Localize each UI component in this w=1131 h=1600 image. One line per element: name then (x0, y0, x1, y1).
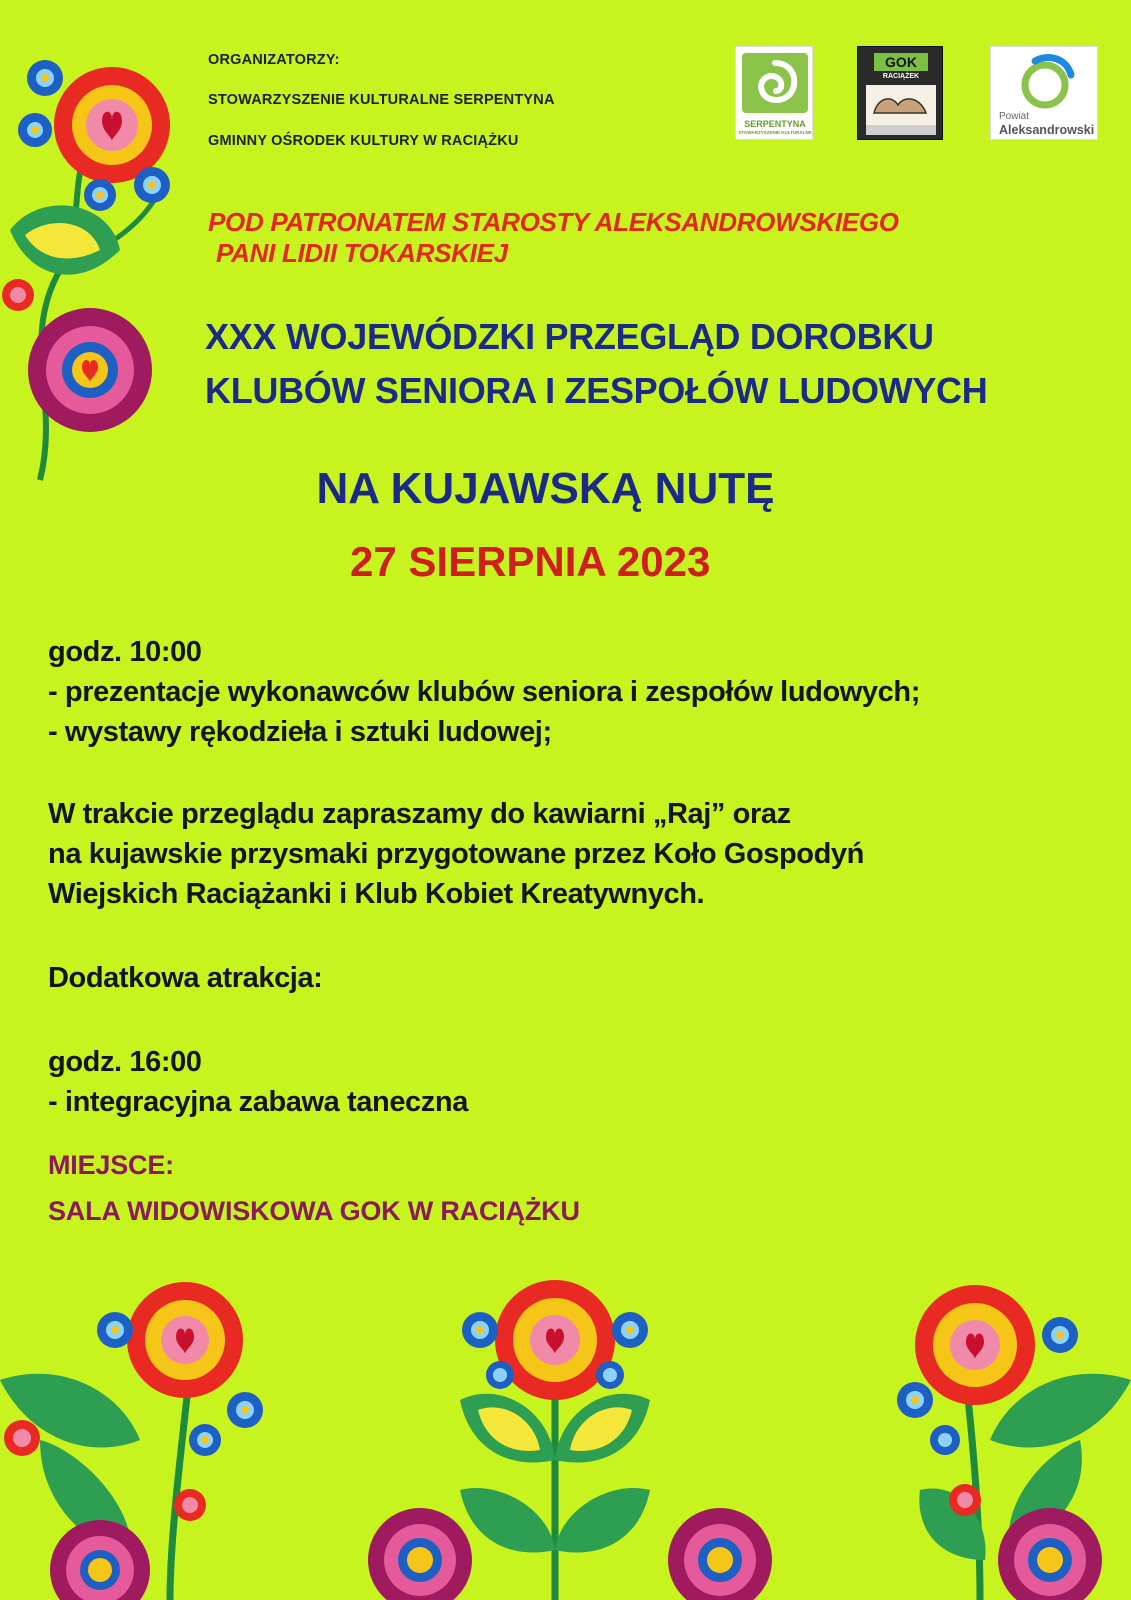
patronage-line2: PANI LIDII TOKARSKIEJ (216, 238, 508, 268)
hands-icon (858, 83, 944, 139)
program-item-1: - prezentacje wykonawców klubów seniora i zespołów ludowych; (48, 676, 920, 708)
event-title-line2: KLUBÓW SENIORA I ZESPOŁÓW LUDOWYCH (205, 370, 988, 411)
program-paragraph-line3: Wiejskich Raciążanki i Klub Kobiet Kreatywnych. (48, 878, 705, 910)
gok-logo (857, 46, 943, 140)
organizers-heading: ORGANIZATORZY: (208, 52, 340, 68)
venue-place: SALA WIDOWISKOWA GOK W RACIĄŻKU (48, 1196, 580, 1226)
organizer-serpentyna: STOWARZYSZENIE KULTURALNE SERPENTYNA (208, 92, 555, 108)
program-paragraph-line2: na kujawskie przysmaki przygotowane przez Koło Gospodyń (48, 838, 864, 870)
program-item-3: - integracyjna zabawa taneczna (48, 1086, 468, 1118)
event-date: 27 SIERPNIA 2023 (350, 538, 711, 585)
program-item-2: - wystawy rękodzieła i sztuki ludowej; (48, 716, 552, 748)
program-time-1: godz. 10:00 (48, 636, 202, 668)
program-paragraph-line1: W trakcie przeglądu zapraszamy do kawiarni „Raj” oraz (48, 798, 791, 830)
powiat-logo-line2: Aleksandrowski (999, 123, 1095, 137)
folk-flower-icon (0, 40, 190, 500)
powiat-logo (990, 46, 1098, 140)
folk-flower-icon (0, 1260, 1131, 1600)
patronage-line1: POD PATRONATEM STAROSTY ALEKSANDROWSKIEGO (208, 207, 899, 237)
spiral-icon (736, 49, 814, 119)
program-time-2: godz. 16:00 (48, 1046, 202, 1078)
serpentyna-logo (735, 46, 813, 140)
gok-logo-sub: RACIĄŻEK (882, 73, 920, 80)
serpentyna-logo-name: SERPENTYNA (744, 119, 806, 129)
organizer-gok: GMINNY OŚRODEK KULTURY W RACIĄŻKU (208, 133, 519, 149)
venue-label: MIEJSCE: (48, 1150, 174, 1180)
serpentyna-logo-sub: STOWARZYSZENIE KULTURALNE (738, 130, 812, 135)
event-title-line1: XXX WOJEWÓDZKI PRZEGLĄD DOROBKU (205, 316, 934, 357)
gok-logo-name: GOK (874, 53, 928, 71)
extra-attraction-heading: Dodatkowa atrakcja: (48, 962, 323, 994)
event-subtitle: NA KUJAWSKĄ NUTĘ (316, 464, 775, 513)
ring-icon (991, 53, 1099, 113)
powiat-logo-line1: Powiat (999, 111, 1030, 122)
